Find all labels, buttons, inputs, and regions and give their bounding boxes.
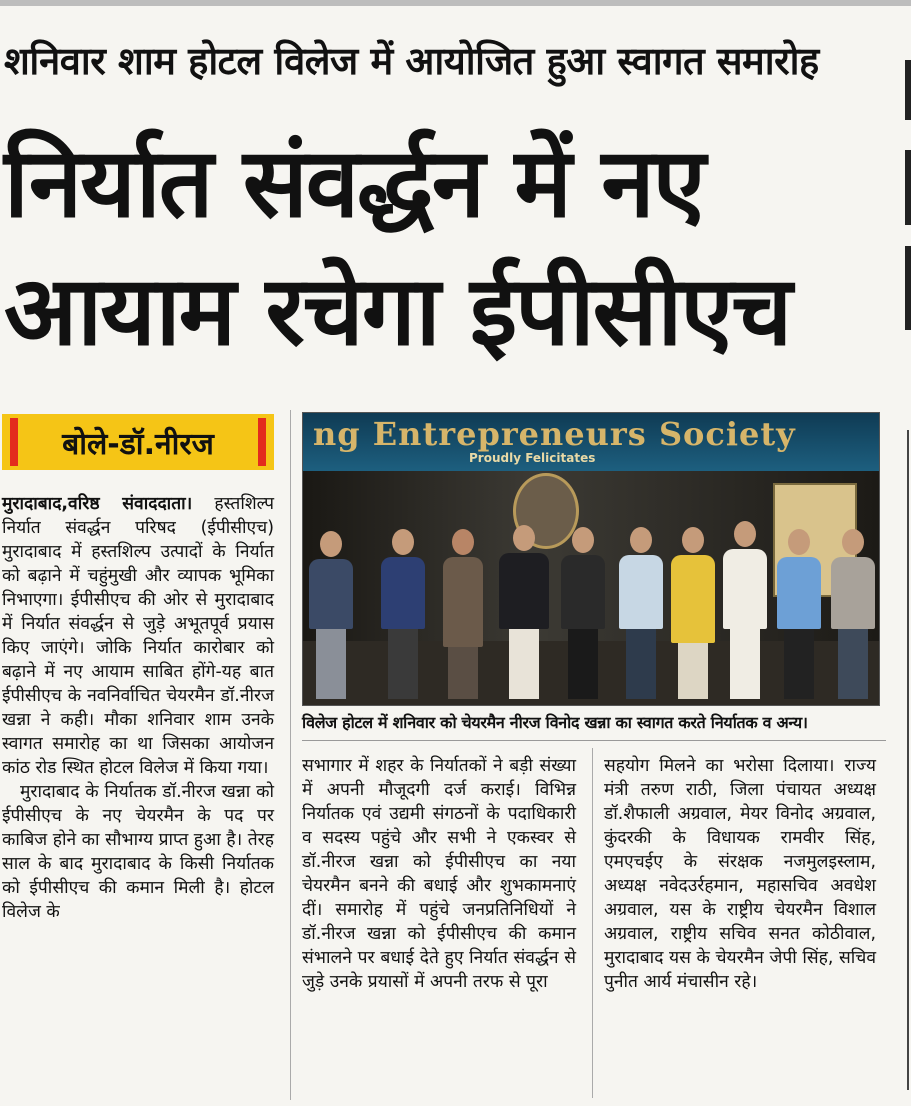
top-rule [0,0,911,6]
person-figure [723,521,767,699]
kicker-headline: शनिवार शाम होटल विलेज में आयोजित हुआ स्वागत समारोह [4,39,819,83]
column-divider [290,410,291,1100]
article-column-1 [2,492,274,924]
main-headline-line-2: आयाम रचेगा ईपीसीएच [4,255,791,367]
article-paragraph-4: सहयोग मिलने का भरोसा दिलाया। राज्य मंत्री तरुण राठी, जिला पंचायत अध्यक्ष डॉ.शैफाली अग्रवाल, मेयर विनोद अग्रवाल, कुंदरकी के विधायक रामवीर सिंह, एमएचईए के संरक्षक नजमुलइस्लाम, अध्यक्ष नवेदउर्रहमान, महासचिव अवधेश अग्रवाल, यस के राष्ट्रीय चेयरमैन विशाल अग्रवाल, राष्ट्रीय सचिव सनत कोठीवाल, मुरादाबाद यस के चेयरमैन जेपी सिंह, सचिव पुनीत आर्य मंचासीन रहे। [604,756,876,992]
person-figure [671,527,715,699]
byline: मुरादाबाद,वरिष्ठ संवाददाता। [2,494,193,514]
person-figure [619,527,663,699]
person-figure [561,527,605,699]
column-divider [592,748,593,1098]
person-figure [443,529,483,699]
person-figure [777,529,821,699]
article-paragraph-2: मुरादाबाद के निर्यातक डॉ.नीरज खन्ना को ईपीसीएच के नए चेयरमैन के पद पर काबिज होने का सौभाग्य प्राप्त हुआ है। तेरह साल के बाद मुरादाबाद के किसी निर्यातक को ईपीसीएच की कमान मिली है। होटल विलेज के [2,782,274,922]
article-column-2 [302,754,576,994]
article-paragraph-3: सभागार में शहर के निर्यातकों ने बड़ी संख्या में अपनी मौजूदगी दर्ज कराई। विभिन्न निर्यातक एवं उद्यमी संगठनों के पदाधिकारी व सदस्य पहुंचे और सभी ने एकस्वर से डॉ.नीरज खन्ना को ईपीसीएच का नया चेयरमैन बनने की बधाई और शुभकामनाएं दीं। समारोह में पहुंचे जनप्रतिनिधियों ने डॉ.नीरज खन्ना को ईपीसीएच की कमान संभालने पर बधाई देते हुए निर्यात संवर्द्धन से जुड़े उनके प्रयासों में अपनी तरफ से पूरा [302,756,576,992]
person-figure [499,525,549,699]
event-photo [302,412,880,706]
person-figure [381,529,425,699]
photo-banner [303,413,879,471]
caption-rule [302,740,886,741]
person-figure [309,531,353,699]
adjacent-article-edge [905,60,911,360]
photo-banner-subtext: Proudly Felicitates [469,451,596,465]
main-headline-line-1: निर्यात संवर्द्धन में नए [4,127,704,239]
quote-box-label: बोले-डॉ.नीरज [62,426,214,462]
photo-caption: विलेज होटल में शनिवार को चेयरमैन नीरज विनोद खन्ना का स्वागत करते निर्यातक व अन्य। [302,713,808,732]
quote-box [2,414,274,470]
article-column-3 [604,754,876,994]
person-figure [831,529,875,699]
column-edge-rule [907,430,909,1090]
article-paragraph-1 [2,492,274,780]
article-text-1: हस्तशिल्प निर्यात संवर्द्धन परिषद (ईपीसीएच) मुरादाबाद में हस्तशिल्प उत्पादों के निर्यात को बढ़ाने में चहुंमुखी और व्यापक भूमिका निभाएगा। ईपीसीएच की ओर से मुरादाबाद में निर्यात संवर्द्धन से जुड़े अभूतपूर्व प्रयास किए जाएंगे। जोकि निर्यात कारोबार को बढ़ाने में नए आयाम साबित होंगे-यह बात ईपीसीएच के नवनिर्वाचित चेयरमैन डॉ.नीरज खन्ना ने कही। मौका शनिवार शाम उनके स्वागत समारोह का था जिसका आयोजन कांठ रोड स्थित होटल विलेज में किया गया। [2,494,274,778]
photo-banner-text: ng Entrepreneurs Society [313,415,796,453]
